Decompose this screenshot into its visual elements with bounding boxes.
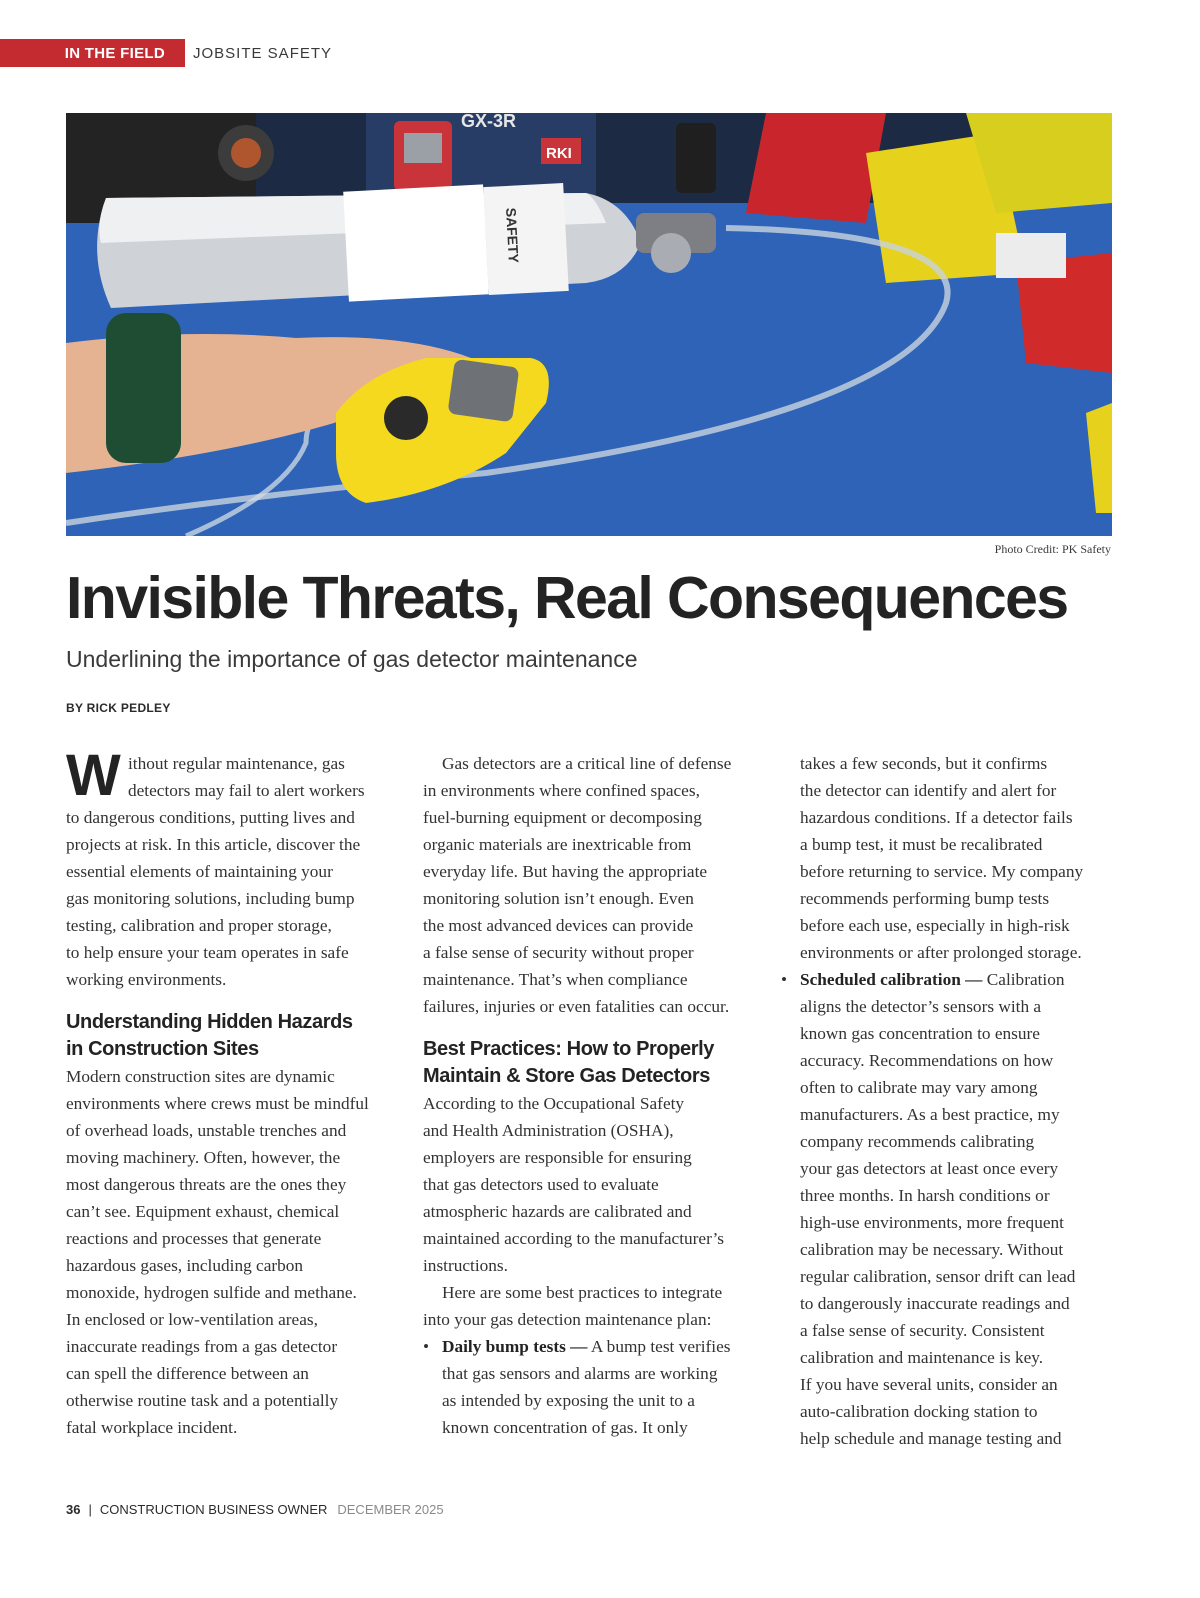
text-line: hazardous gases, including carbon <box>66 1256 304 1275</box>
bullet-first-line <box>781 966 1120 993</box>
text-line: your gas detectors at least once every <box>800 1159 1059 1178</box>
maker-label: RKI <box>546 145 572 162</box>
bullet-label: Daily bump tests — <box>442 1337 588 1356</box>
text-line: help schedule and manage testing and <box>800 1429 1062 1448</box>
article-title: Invisible Threats, Real Consequences <box>66 565 1068 631</box>
text-line: gas monitoring solutions, including bump <box>66 889 355 908</box>
text-line: accuracy. Recommendations on how <box>800 1051 1054 1070</box>
column-2 <box>423 750 763 1441</box>
text-line: everyday life. But having the appropriate <box>423 862 708 881</box>
text-line: Here are some best practices to integrate <box>442 1283 723 1302</box>
text-line: Modern construction sites are dynamic <box>66 1067 335 1086</box>
section-heading: in Construction Sites <box>66 1038 259 1060</box>
text-line: moving machinery. Often, however, the <box>66 1148 341 1167</box>
bullet-icon: • <box>781 970 788 989</box>
text-line: takes a few seconds, but it confirms <box>800 754 1048 773</box>
photo-credit: Photo Credit: PK Safety <box>994 542 1111 556</box>
column-3 <box>781 750 1120 1452</box>
text-line: atmospheric hazards are calibrated and <box>423 1202 692 1221</box>
text-line: to dangerously inaccurate readings and <box>800 1294 1070 1313</box>
text-line: detectors may fail to alert workers <box>128 781 365 800</box>
text-line: aligns the detector’s sensors with a <box>800 997 1042 1016</box>
text-line: can spell the difference between an <box>66 1364 309 1383</box>
text-line: organic materials are inextricable from <box>423 835 692 854</box>
text-line: into your gas detection maintenance plan: <box>423 1310 712 1329</box>
hazards-paragraph <box>66 1063 401 1441</box>
text-line: high-use environments, more frequent <box>800 1213 1064 1232</box>
text-line: In enclosed or low-ventilation areas, <box>66 1310 318 1329</box>
text-line: essential elements of maintaining your <box>66 862 333 881</box>
text-line: environments where crews must be mindful <box>66 1094 369 1113</box>
practices-intro-paragraph <box>423 1279 763 1333</box>
text-line: before each use, especially in high-risk <box>800 916 1070 935</box>
detector-box-label: GX-3R <box>461 113 517 131</box>
bullet-label: Scheduled calibration — <box>800 970 983 989</box>
text-line: calibration and maintenance is key. <box>800 1348 1044 1367</box>
page-number: 36 <box>66 1502 81 1517</box>
text-line: that gas detectors used to evaluate <box>423 1175 659 1194</box>
text-line: often to calibrate may vary among <box>800 1078 1038 1097</box>
section-heading: Understanding Hidden Hazards <box>66 1011 353 1033</box>
bullet-text: A bump test verifies <box>587 1337 731 1356</box>
bump-test-continued <box>800 750 1120 966</box>
text-line: known gas concentration to ensure <box>800 1024 1040 1043</box>
defense-paragraph <box>423 750 763 1020</box>
text-line: a false sense of security. Consistent <box>800 1321 1045 1340</box>
issue-date: DECEMBER 2025 <box>337 1502 444 1517</box>
text-line: According to the Occupational Safety <box>423 1094 685 1113</box>
bullet-first-line <box>423 1333 763 1360</box>
text-line: can’t see. Equipment exhaust, chemical <box>66 1202 340 1221</box>
column-1 <box>66 743 401 1441</box>
drop-cap: W <box>66 743 121 808</box>
byline: BY RICK PEDLEY <box>66 701 171 715</box>
article-photo <box>66 113 1112 536</box>
text-line: fuel-burning equipment or decomposing <box>423 808 702 827</box>
text-line: maintenance. That’s when compliance <box>423 970 688 989</box>
text-line: employers are responsible for ensuring <box>423 1148 692 1167</box>
text-line: known concentration of gas. It only <box>442 1418 688 1437</box>
text-line: manufacturers. As a best practice, my <box>800 1105 1060 1124</box>
text-line: a false sense of security without proper <box>423 943 694 962</box>
text-line: otherwise routine task and a potentially <box>66 1391 339 1410</box>
text-line: as intended by exposing the unit to a <box>442 1391 695 1410</box>
bullet-bump-tests <box>423 1333 763 1441</box>
text-line: to dangerous conditions, putting lives and <box>66 808 355 827</box>
text-line: that gas sensors and alarms are working <box>442 1364 718 1383</box>
text-line: failures, injuries or even fatalities can occur. <box>423 997 730 1016</box>
text-line: auto-calibration docking station to <box>800 1402 1038 1421</box>
text-line: of overhead loads, unstable trenches and <box>66 1121 347 1140</box>
text-line: company recommends calibrating <box>800 1132 1035 1151</box>
text-line: to help ensure your team operates in safe <box>66 943 349 962</box>
section-heading: Maintain & Store Gas Detectors <box>423 1065 710 1087</box>
text-line: instructions. <box>423 1256 508 1275</box>
text-line: If you have several units, consider an <box>800 1375 1058 1394</box>
text-line: regular calibration, sensor drift can lead <box>800 1267 1076 1286</box>
osha-paragraph <box>423 1090 763 1279</box>
footer-separator: | <box>88 1502 92 1517</box>
text-line: inaccurate readings from a gas detector <box>66 1337 338 1356</box>
text-line: monoxide, hydrogen sulfide and methane. <box>66 1283 357 1302</box>
text-line: calibration may be necessary. Without <box>800 1240 1064 1259</box>
text-line: fatal workplace incident. <box>66 1418 238 1437</box>
text-line: in environments where confined spaces, <box>423 781 700 800</box>
text-line: reactions and processes that generate <box>66 1229 322 1248</box>
text-line: recommends performing bump tests <box>800 889 1050 908</box>
bullet-scheduled-calibration <box>781 966 1120 1452</box>
text-line: hazardous conditions. If a detector fails <box>800 808 1073 827</box>
text-line: and Health Administration (OSHA), <box>423 1121 674 1140</box>
text-line: the most advanced devices can provide <box>423 916 694 935</box>
text-line: working environments. <box>66 970 227 989</box>
text-line: before returning to service. My company <box>800 862 1084 881</box>
publication-name: CONSTRUCTION BUSINESS OWNER <box>99 1502 328 1517</box>
bullet-text: Calibration <box>982 970 1065 989</box>
text-line: three months. In harsh conditions or <box>800 1186 1050 1205</box>
bullet-icon: • <box>423 1337 430 1356</box>
section-heading: Best Practices: How to Properly <box>423 1038 715 1060</box>
article-subtitle: Underlining the importance of gas detector maintenance <box>66 646 638 672</box>
section-tag: IN THE FIELD <box>0 39 185 67</box>
text-line: ithout regular maintenance, gas <box>128 754 345 773</box>
text-line: the detector can identify and alert for <box>800 781 1057 800</box>
text-line: maintained according to the manufacturer’s <box>423 1229 725 1248</box>
text-line: projects at risk. In this article, discover the <box>66 835 361 854</box>
text-line: most dangerous threats are the ones they <box>66 1175 347 1194</box>
intro-paragraph <box>66 743 401 993</box>
text-line: testing, calibration and proper storage, <box>66 916 332 935</box>
section-subtitle: JOBSITE SAFETY <box>193 44 333 62</box>
text-line: a bump test, it must be recalibrated <box>800 835 1043 854</box>
cylinder-brand: SAFETY <box>503 207 522 264</box>
page-footer <box>66 1502 444 1517</box>
text-line: Gas detectors are a critical line of defense <box>442 754 732 773</box>
text-line: environments or after prolonged storage. <box>800 943 1082 962</box>
gas-detector-photo-illustration <box>66 113 1112 536</box>
text-line: monitoring solution isn’t enough. Even <box>423 889 694 908</box>
